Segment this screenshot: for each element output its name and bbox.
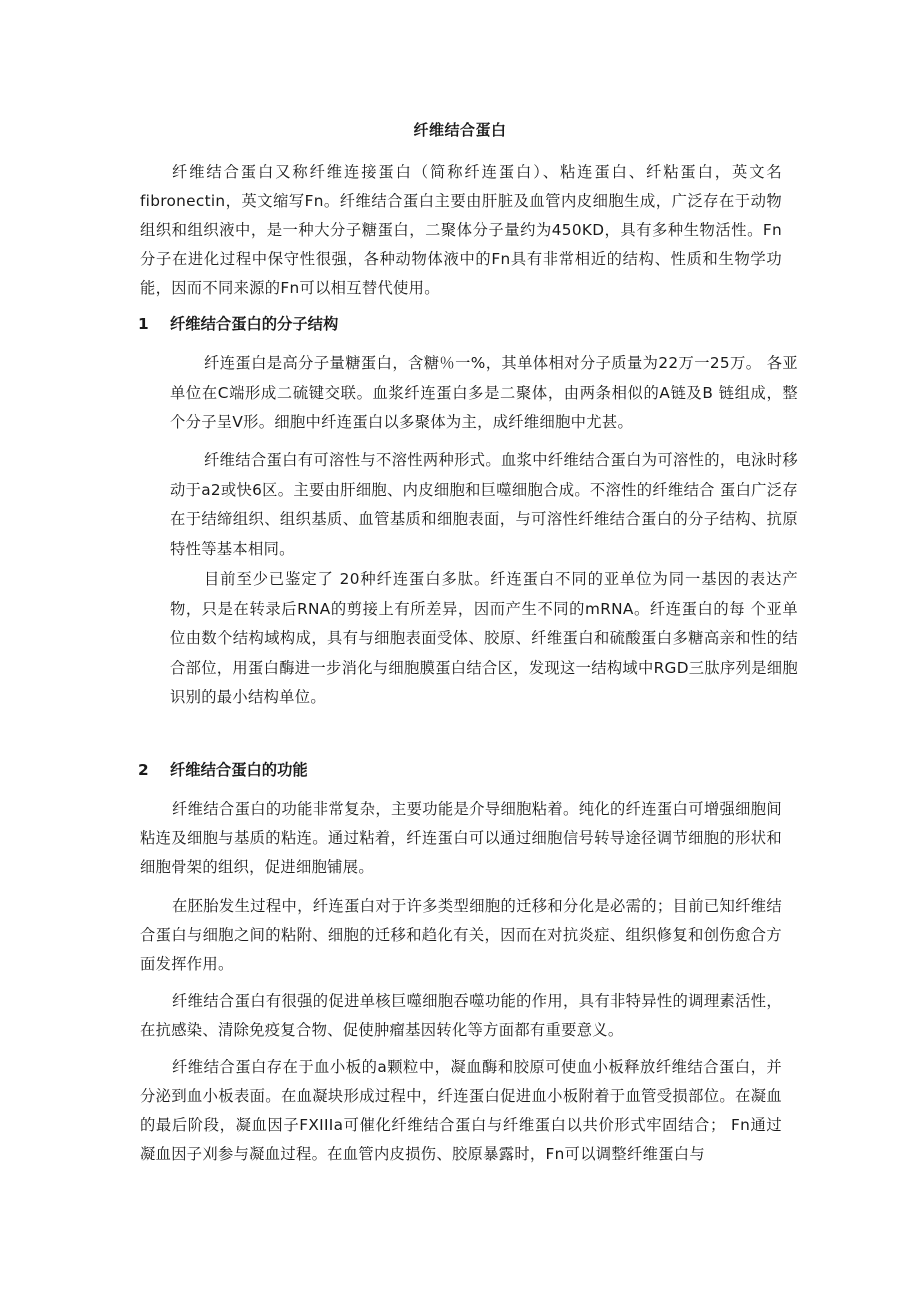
section-2-paragraph-1: 纤维结合蛋白的功能非常复杂，主要功能是介导细胞粘着。纯化的纤连蛋白可增强细胞间粘连及细胞与基质的粘连。通过粘着，纤连蛋白可以通过细胞信号转导途径调节细胞的形状和细胞骨架的组织，促进细胞铺展。 bbox=[140, 800, 782, 876]
section-1-title: 纤维结合蛋白的分子结构 bbox=[170, 315, 339, 333]
section-1-paragraph-1: 纤连蛋白是高分子量糖蛋白，含糖％一%，其单体相对分子质量为22万一25万。 各亚单位在C端形成二硫键交联。血浆纤连蛋白多是二聚体，由两条相似的A链及B 链组成，整个分子呈V形。细胞中纤连蛋白以多聚体为主，成纤维细胞中尤甚。 bbox=[170, 354, 798, 431]
section-2-number: 2 bbox=[138, 761, 149, 779]
section-2-heading bbox=[138, 759, 308, 781]
section-1-number: 1 bbox=[138, 315, 149, 333]
section-1-heading bbox=[138, 313, 338, 335]
section-2-paragraph-2: 在胚胎发生过程中，纤连蛋白对于许多类型细胞的迁移和分化是必需的；目前已知纤维结合蛋白与细胞之间的粘附、细胞的迁移和趋化有关，因而在对抗炎症、组织修复和创伤愈合方面发挥作用。 bbox=[140, 897, 782, 973]
section-2-paragraph-3: 纤维结合蛋白有很强的促进单核巨噬细胞吞噬功能的作用，具有非特异性的调理素活性，在抗感染、清除免疫复合物、促使肿瘤基因转化等方面都有重要意义。 bbox=[140, 992, 782, 1039]
section-1-paragraph-3: 目前至少已鉴定了 20种纤连蛋白多肽。纤连蛋白不同的亚单位为同一基因的表达产物，只是在转录后RNA的剪接上有所差异，因而产生不同的mRNA。纤连蛋白的每 个亚单位由数个结构域构成，具有与细胞表面受体、胶原、纤维蛋白和硫酸蛋白多糖高亲和性的结合部位，用蛋白酶进一步消化与细胞膜蛋白结合区，发现这一结构域中RGD三肽序列是细胞识别的最小结构单位。 bbox=[170, 570, 798, 706]
section-2-paragraph-4: 纤维结合蛋白存在于血小板的a颗粒中，凝血酶和胶原可使血小板释放纤维结合蛋白，并分泌到血小板表面。在血凝块形成过程中，纤连蛋白促进血小板附着于血管受损部位。在凝血的最后阶段，凝血因子FXIIIa可催化纤维结合蛋白与纤维蛋白以共价形式牢固结合； Fn通过凝血因子刈参与凝血过程。在血管内皮损伤、胶原暴露时，Fn可以调整纤维蛋白与 bbox=[140, 1058, 782, 1163]
document-title: 纤维结合蛋白 bbox=[413, 121, 507, 139]
intro-paragraph: 纤维结合蛋白又称纤维连接蛋白（简称纤连蛋白）、粘连蛋白、纤粘蛋白，英文名fibronectin，英文缩写Fn。纤维结合蛋白主要由肝脏及血管内皮细胞生成，广泛存在于动物组织和组织液中，是一种大分子糖蛋白，二聚体分子量约为450KD，具有多种生物活性。Fn分子在进化过程中保守性很强，各种动物体液中的Fn具有非常相近的结构、性质和生物学功能，因而不同来源的Fn可以相互替代使用。 bbox=[140, 163, 782, 297]
section-1-paragraph-2: 纤维结合蛋白有可溶性与不溶性两种形式。血浆中纤维结合蛋白为可溶性的，电泳时移动于a2或快6区。主要由肝细胞、内皮细胞和巨噬细胞合成。不溶性的纤维结合 蛋白广泛存在于结缔组织、组织基质、血管基质和细胞表面，与可溶性纤维结合蛋白的分子结构、抗原特性等基本相同。 bbox=[170, 451, 798, 558]
section-2-title: 纤维结合蛋白的功能 bbox=[170, 761, 308, 779]
